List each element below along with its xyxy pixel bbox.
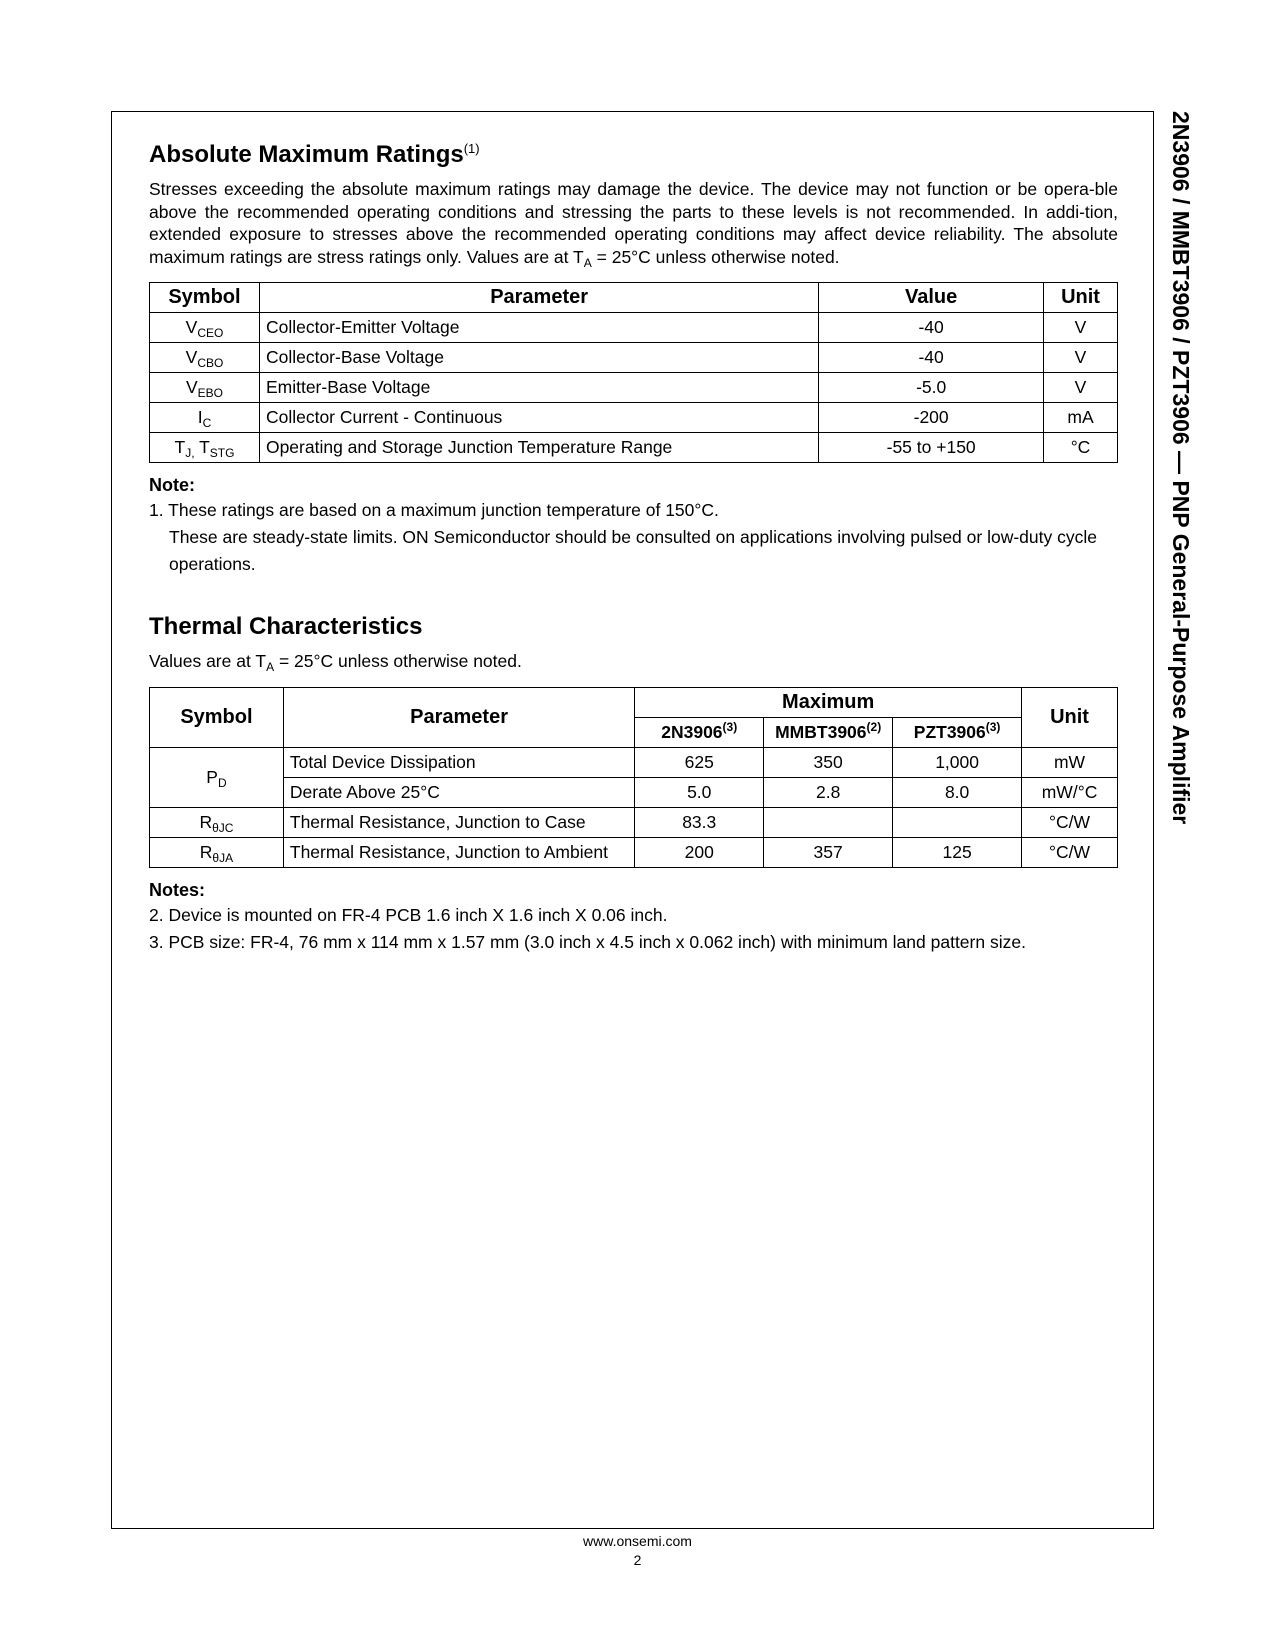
unit-cell: V (1044, 373, 1118, 403)
side-title-bar (1166, 111, 1196, 891)
page-content (149, 140, 1118, 956)
table-row (150, 777, 1118, 807)
thermal-notes-title: Notes: (149, 879, 206, 900)
parameter-cell: Collector-Emitter Voltage (259, 313, 818, 343)
value-cell: -5.0 (819, 373, 1044, 403)
table-row (150, 433, 1118, 463)
symbol-cell: $P_D$ (150, 747, 284, 807)
value-cell (893, 807, 1022, 837)
col-header-maximum: Maximum (635, 687, 1022, 717)
unit-cell: °C/W (1022, 807, 1118, 837)
abs-note-1-detail: These are steady-state limits. ON Semiconductor should be consulted on applications involving pulsed or low-duty cycle operations. (169, 527, 1097, 574)
symbol-cell: $T_{J,}$ $T_{STG}$ (150, 433, 260, 463)
table-header-row (150, 687, 1118, 717)
abs-note-1: 1. These ratings are based on a maximum junction temperature of 150°C. (149, 500, 719, 520)
value-cell (764, 807, 893, 837)
value-cell: -40 (819, 313, 1044, 343)
value-cell: 8.0 (893, 777, 1022, 807)
value-cell: -40 (819, 343, 1044, 373)
side-title: 2N3906 / MMBT3906 / PZT3906 — PNP General-Purpose Amplifier (1168, 111, 1194, 825)
table-row (150, 837, 1118, 867)
footer-url: www.onsemi.com (583, 1533, 692, 1549)
parameter-cell: Derate Above 25°C (283, 777, 634, 807)
col-header-value: Value (819, 283, 1044, 313)
unit-cell: V (1044, 343, 1118, 373)
col-header-parameter: Parameter (259, 283, 818, 313)
value-cell: 2.8 (764, 777, 893, 807)
value-cell: -55 to +150 (819, 433, 1044, 463)
value-cell: 350 (764, 747, 893, 777)
table-header-row (150, 283, 1118, 313)
col-header-2n3906: 2N3906$^{(3)}$ (635, 717, 764, 747)
unit-cell: mW/°C (1022, 777, 1118, 807)
col-header-pzt3906: PZT3906$^{(3)}$ (893, 717, 1022, 747)
table-row (150, 373, 1118, 403)
footer-page-number: 2 (633, 1552, 642, 1568)
parameter-cell: Collector Current - Continuous (259, 403, 818, 433)
symbol-cell: $I_C$ (150, 403, 260, 433)
table-row (150, 403, 1118, 433)
unit-cell: V (1044, 313, 1118, 343)
abs-note-title: Note: (149, 475, 195, 495)
unit-cell: mA (1044, 403, 1118, 433)
col-header-parameter: Parameter (283, 687, 634, 747)
col-header-unit: Unit (1022, 687, 1118, 747)
thermal-title: Thermal Characteristics (149, 613, 423, 640)
abs-intro: Stresses exceeding the absolute maximum ratings may damage the device. The device may not function or be opera-ble above the recommended operating conditions and stressing the parts to these levels is not recommended. In addi-tion, extended exposure to stresses above the recommended operating conditions may affect device reliability. The absolute maximum ratings are stress ratings only. Values are at $T_A = 25^\circ C$ unless otherwise noted. (149, 179, 1118, 270)
table-row (150, 343, 1118, 373)
value-cell: 1,000 (893, 747, 1022, 777)
unit-cell: °C (1044, 433, 1118, 463)
value-cell: 125 (893, 837, 1022, 867)
symbol-cell: $R_{\theta JA}$ (150, 837, 284, 867)
parameter-cell: Total Device Dissipation (283, 747, 634, 777)
value-cell: 625 (635, 747, 764, 777)
table-row (150, 313, 1118, 343)
thermal-intro: Values are at $T_A = 25^\circ C$ unless otherwise noted. (149, 651, 522, 674)
thermal-table (149, 687, 1118, 868)
value-cell: -200 (819, 403, 1044, 433)
parameter-cell: Emitter-Base Voltage (259, 373, 818, 403)
parameter-cell: Thermal Resistance, Junction to Ambient (283, 837, 634, 867)
col-header-symbol: Symbol (150, 283, 260, 313)
abs-title-note-ref: (1) (463, 141, 480, 156)
symbol-cell: $V_{EBO}$ (150, 373, 260, 403)
table-row (150, 747, 1118, 777)
abs-max-table (149, 282, 1118, 463)
value-cell: 357 (764, 837, 893, 867)
symbol-cell: $V_{CEO}$ (150, 313, 260, 343)
parameter-cell: Operating and Storage Junction Temperature Range (259, 433, 818, 463)
col-header-symbol: Symbol (150, 687, 284, 747)
unit-cell: °C/W (1022, 837, 1118, 867)
symbol-cell: $V_{CBO}$ (150, 343, 260, 373)
value-cell: 83.3 (635, 807, 764, 837)
symbol-cell: $R_{\theta JC}$ (150, 807, 284, 837)
table-row (150, 807, 1118, 837)
thermal-note-3: 3. PCB size: FR-4, 76 mm x 114 mm x 1.57 mm (3.0 inch x 4.5 inch x 0.062 inch) with minimum land pattern size. (149, 931, 1026, 952)
parameter-cell: Thermal Resistance, Junction to Case (283, 807, 634, 837)
value-cell: 5.0 (635, 777, 764, 807)
abs-max-title: Absolute Maximum Ratings$^{(1)}$ (149, 141, 480, 168)
unit-cell: mW (1022, 747, 1118, 777)
col-header-unit: Unit (1044, 283, 1118, 313)
parameter-cell: Collector-Base Voltage (259, 343, 818, 373)
col-header-mmbt3906: MMBT3906$^{(2)}$ (764, 717, 893, 747)
value-cell: 200 (635, 837, 764, 867)
thermal-note-2: 2. Device is mounted on FR-4 PCB 1.6 inch X 1.6 inch X 0.06 inch. (149, 904, 668, 925)
